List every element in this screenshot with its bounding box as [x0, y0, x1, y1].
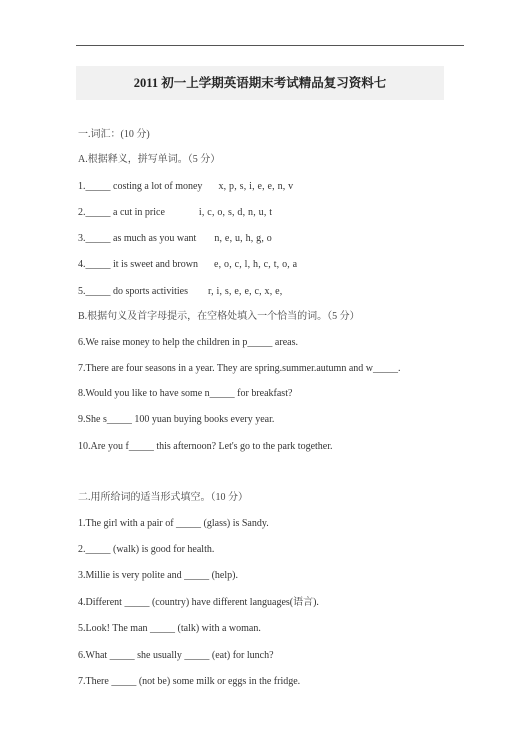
- section2-item: 6.What _____ she usually _____ (eat) for lunch?: [78, 650, 274, 661]
- partB-instruction: B.根据句义及首字母提示，在空格处填入一个恰当的词。（5 分）: [78, 311, 360, 322]
- partA-item-text: 3._____ as much as you want: [78, 233, 197, 244]
- section2-item: 5.Look! The man _____ (talk) with a woman.: [78, 623, 261, 634]
- partA-item: [78, 258, 297, 272]
- partA-item-hint: n, e, u, h, g, o: [214, 233, 272, 244]
- section1-heading: 一.词汇：(10 分): [78, 129, 150, 140]
- section2-item: 2._____ (walk) is good for health.: [78, 544, 215, 555]
- partA-item-hint: e, o, c, l, h, c, t, o, a: [214, 259, 298, 270]
- document-title: 2011 初一上学期英语期末考试精品复习资料七: [133, 76, 387, 90]
- section2-heading: 二.用所给词的适当形式填空。（10 分）: [78, 492, 248, 503]
- partA-item-hint: i, c, o, s, d, n, u, t: [198, 207, 273, 218]
- partA-item-text: 2._____ a cut in price: [78, 207, 165, 218]
- partB-item: 8.Would you like to have some n_____ for breakfast?: [78, 388, 293, 399]
- header-rule: [76, 45, 464, 46]
- partA-item-text: 4._____ it is sweet and brown: [78, 259, 198, 270]
- partA-item-text: 1._____ costing a lot of money: [78, 181, 203, 192]
- partA-item-text: 5._____ do sports activities: [78, 286, 188, 297]
- partA-item: [78, 285, 282, 299]
- section2-item: 4.Different _____ (country) have different languages(语言).: [78, 597, 319, 608]
- partB-item: 9.She s_____ 100 yuan buying books every year.: [78, 414, 275, 425]
- partA-item: [78, 232, 272, 246]
- partA-item: [78, 180, 293, 194]
- partA-item: [78, 206, 272, 220]
- section2-item: 7.There _____ (not be) some milk or eggs in the fridge.: [78, 676, 301, 687]
- partB-item: 7.There are four seasons in a year. They are spring.summer.autumn and w_____.: [78, 363, 401, 374]
- partA-item-hint: x, p, s, i, e, e, n, v: [218, 181, 294, 192]
- section2-item: 1.The girl with a pair of _____ (glass) is Sandy.: [78, 518, 269, 529]
- partA-instruction: A.根据释义，拼写单词。（5 分）: [78, 154, 221, 165]
- partB-item: 6.We raise money to help the children in p_____ areas.: [78, 337, 298, 348]
- partB-item: 10.Are you f_____ this afternoon? Let's go to the park together.: [78, 441, 333, 452]
- section2-item: 3.Millie is very polite and _____ (help).: [78, 570, 238, 581]
- partA-item-hint: r, i, s, e, e, c, x, e,: [208, 286, 283, 297]
